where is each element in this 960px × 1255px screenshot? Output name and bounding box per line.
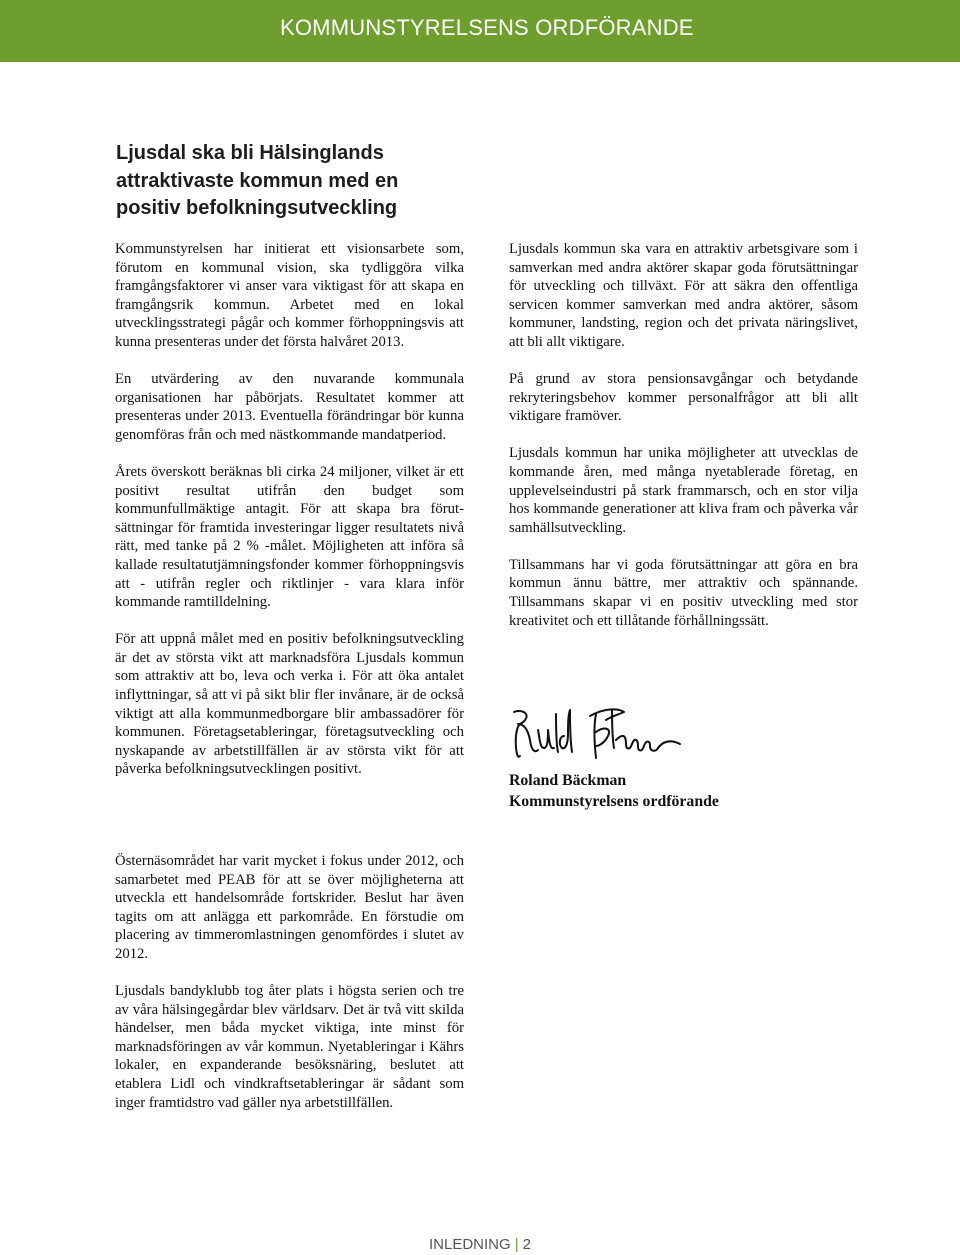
left-column [115, 240, 464, 797]
footer-section: INLEDNING [429, 1236, 511, 1253]
signer-name: Roland Bäckman [509, 772, 627, 789]
signer-title: Kommunstyrelsens ordförande [509, 792, 719, 810]
paragraph: Tillsammans har vi goda förutsättningar att göra en bra kommun ännu bättre, mer attraktiv och spännande. Tillsammans skapar vi en positiv utveckling med stor kreativitet och ett tillåtande förhållningssätt. [509, 556, 858, 629]
right-column [509, 240, 858, 649]
heading-line-2: attraktivaste kommun med en [116, 169, 399, 192]
paragraph: Östernäsområdet har varit mycket i fokus under 2012, och samarbetet med PEAB för att se över möjligheterna att utveckla ett handelsområde fortskrider. Beslut har även tagits om att anlägga ett parkområde. En förstudie om placering av timmeromlastningen genomfördes i slutet av 2012. [115, 853, 464, 962]
page-title: KOMMUNSTYRELSENS ORDFÖRANDE [280, 15, 694, 40]
heading-line-3: positiv befolkningsutveckling [116, 197, 398, 219]
footer-separator: | [514, 1236, 519, 1253]
paragraph: Ljusdals kommun ska vara en attraktiv arbetsgivare som i samverkan med andra aktörer skapar goda förutsättningar för utveckling och tillväxt. För att säkra den offentliga servicen kommer samverkan med andra aktörer, såsom kommuner, landsting, region och det privata näringslivet, att bli allt viktigare. [509, 241, 858, 350]
heading-line-1: Ljusdal ska bli Hälsinglands [116, 142, 384, 164]
paragraph: Årets överskott beräknas bli cirka 24 miljoner, vilket är ett positivt resultat utifrån den budget som kommunfullmäktige antagit. För att skapa bra förutsättningar för framtida investeringar ligger resultatets nivå rätt, med tanke på 2 % -målet. Möjligheten att införa så kallade resultatutjämningsfonder kommer förhoppningsvis att - utifrån regler och riktlinjer - vara klara inför kommande ramtilldelning. [115, 463, 464, 611]
paragraph: För att uppnå målet med en positiv befolkningsutveckling är det av största vikt att marknadsföra Ljusdals kommun som attraktiv att bo, leva och verka i. För att öka antalet inflyttningar, så att vi på sikt blir fler invånare, är de också viktigt att alla kommunmedborgare blir ambassadörer för kommunen. Företagsetableringar, företagsutveckling och nyskapande av arbetstillfällen är av största vikt för att påverka befolkningsutvecklingen positivt. [115, 631, 464, 778]
bottom-left-column [115, 852, 464, 1131]
paragraph: Ljusdals bandyklubb tog åter plats i högsta serien och tre av våra hälsingegårdar blev världsarv. Det är två vitt skilda händelser, men båda mycket viktiga, inte minst för marknadsföringen av vår kommun. Nyetableringar i Kährs lokaler, en expanderande besöksnäring, beslutet att etablera Lidl och vindkraftsetableringar är sådant som inger framtidstro vad gäller nya arbetstillfällen. [115, 983, 464, 1111]
header-banner [0, 0, 960, 62]
paragraph: Kommunstyrelsen har initierat ett visionsarbete som, förutom en kommunal vision, ska tydliggöra vilka framgångsfaktorer vi anser vara viktigast för att skapa en framgångsrik kommun. Arbetet med en lokal utvecklingsstrategi pågår och kommer förhoppningsvis att kunna presenteras under det första halvåret 2013. [115, 241, 464, 350]
signature-block [509, 771, 719, 812]
page-number: 2 [522, 1236, 531, 1253]
handwritten-signature [508, 700, 688, 772]
paragraph: En utvärdering av den nuvarande kommunala organisationen har påbörjats. Resultatet kommer att presenteras under 2013. Eventuella förändringar bör kunna genomföras från och med nästkommande mandatperiod. [115, 371, 464, 443]
paragraph: På grund av stora pensionsavgångar och betydande rekryteringsbehov kommer personalfrågor att bli allt viktigare framöver. [509, 371, 858, 425]
article-heading [116, 140, 476, 223]
page-footer [429, 1236, 531, 1253]
paragraph: Ljusdals kommun har unika möjligheter att utvecklas de kommande åren, med många nyetablerade företag, en upplevelseindustri på stark frammarsch, och en stor vilja hos kommande generationer att kliva fram och påverka vår samhällsutveckling. [509, 445, 858, 536]
